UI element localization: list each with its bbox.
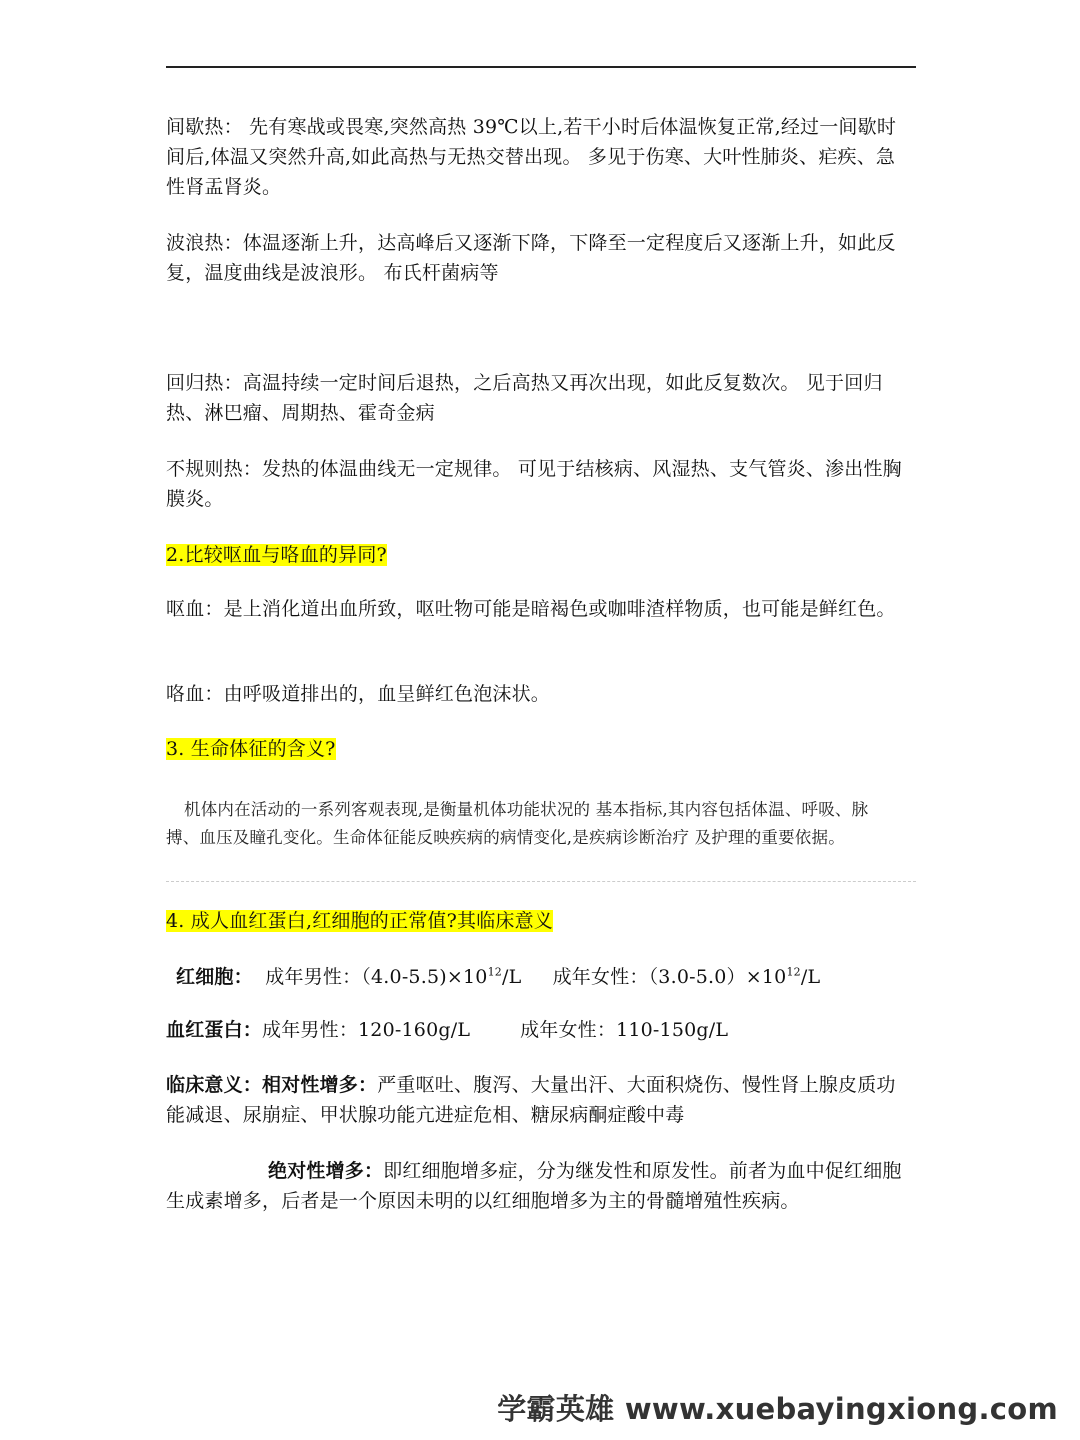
question-2-text: 2.比较呕血与咯血的异同? [166, 544, 387, 566]
paragraph-vital-signs: 机体内在活动的一系列客观表现,是衡量机体功能状况的 基本指标,其内容包括体温、呼吸、脉 搏、血压及瞳孔变化。生命体征能反映疾病的病情变化,是疾病诊断治疗 及护理的重要依据。 [166, 800, 869, 847]
absolute-label: 绝对性增多： [268, 1160, 384, 1182]
question-3 [166, 734, 911, 764]
clinical-relative-increase [166, 1070, 911, 1130]
rbc-female-unit: /L [800, 966, 821, 988]
clinical-label: 临床意义：相对性增多： [166, 1074, 378, 1096]
paragraph-irregular-fever: 不规则热：发热的体温曲线无一定规律。 可见于结核病、风湿热、支气管炎、渗出性胸膜炎。 [166, 458, 902, 510]
clinical-absolute-increase [166, 1156, 911, 1216]
rbc-male-exponent: 12 [487, 965, 502, 979]
question-4-text: 4. 成人血红蛋白,红细胞的正常值?其临床意义 [166, 910, 553, 932]
paragraph-hemoptysis: 咯血：由呼吸道排出的，血呈鲜红色泡沫状。 [166, 683, 551, 705]
rbc-female-value: 成年女性：（3.0-5.0）×10 [552, 966, 787, 988]
paragraph-hematemesis: 呕血：是上消化道出血所致，呕吐物可能是暗褐色或咖啡渣样物质，也可能是鲜红色。 [166, 598, 896, 620]
paragraph-relapsing-fever: 回归热：高温持续一定时间后退热，之后高热又再次出现，如此反复数次。 见于回归热、淋巴瘤、周期热、霍奇金病 [166, 372, 883, 424]
header-rule [166, 66, 916, 68]
question-2 [166, 540, 911, 570]
question-4 [166, 906, 911, 936]
rbc-female-exponent: 12 [786, 965, 801, 979]
absolute-text: 即红细胞增多症，分为继发性和原发性。前者为血中促红细胞生成素增多，后者是一个原因未明的以红细胞增多为主的骨髓增殖性疾病。 [166, 1160, 902, 1212]
section-divider [166, 881, 916, 882]
rbc-line [166, 962, 921, 992]
watermark: 学霸英雄 www.xuebayingxiong.com [497, 1392, 1058, 1426]
rbc-male-unit: /L [501, 966, 522, 988]
hemoglobin-values: 成年男性：120-160g/L 成年女性：110-150g/L [262, 1019, 729, 1041]
rbc-male-value: 成年男性：（4.0-5.5)×10 [265, 966, 488, 988]
rbc-female [553, 966, 821, 988]
hemoglobin-line [166, 1015, 911, 1045]
question-3-text: 3. 生命体征的含义? [166, 738, 336, 760]
rbc-label: 红细胞： [176, 966, 253, 988]
hemoglobin-label: 血红蛋白： [166, 1019, 263, 1041]
paragraph-undulant-fever: 波浪热：体温逐渐上升，达高峰后又逐渐下降，下降至一定程度后又逐渐上升，如此反复，温度曲线是波浪形。 布氏杆菌病等 [166, 232, 896, 284]
clinical-text: 严重呕吐、腹泻、大量出汗、大面积烧伤、慢性肾上腺皮质功能减退、尿崩症、甲状腺功能亢进症危相、糖尿病酮症酸中毒 [166, 1074, 896, 1126]
paragraph-intermittent-fever: 间歇热： 先有寒战或畏寒,突然高热 39℃以上,若干小时后体温恢复正常,经过一间歇时间后,体温又突然升高,如此高热与无热交替出现。 多见于伤寒、大叶性肺炎、疟疾、急性肾盂肾炎。 [166, 116, 897, 198]
rbc-male [265, 966, 521, 988]
